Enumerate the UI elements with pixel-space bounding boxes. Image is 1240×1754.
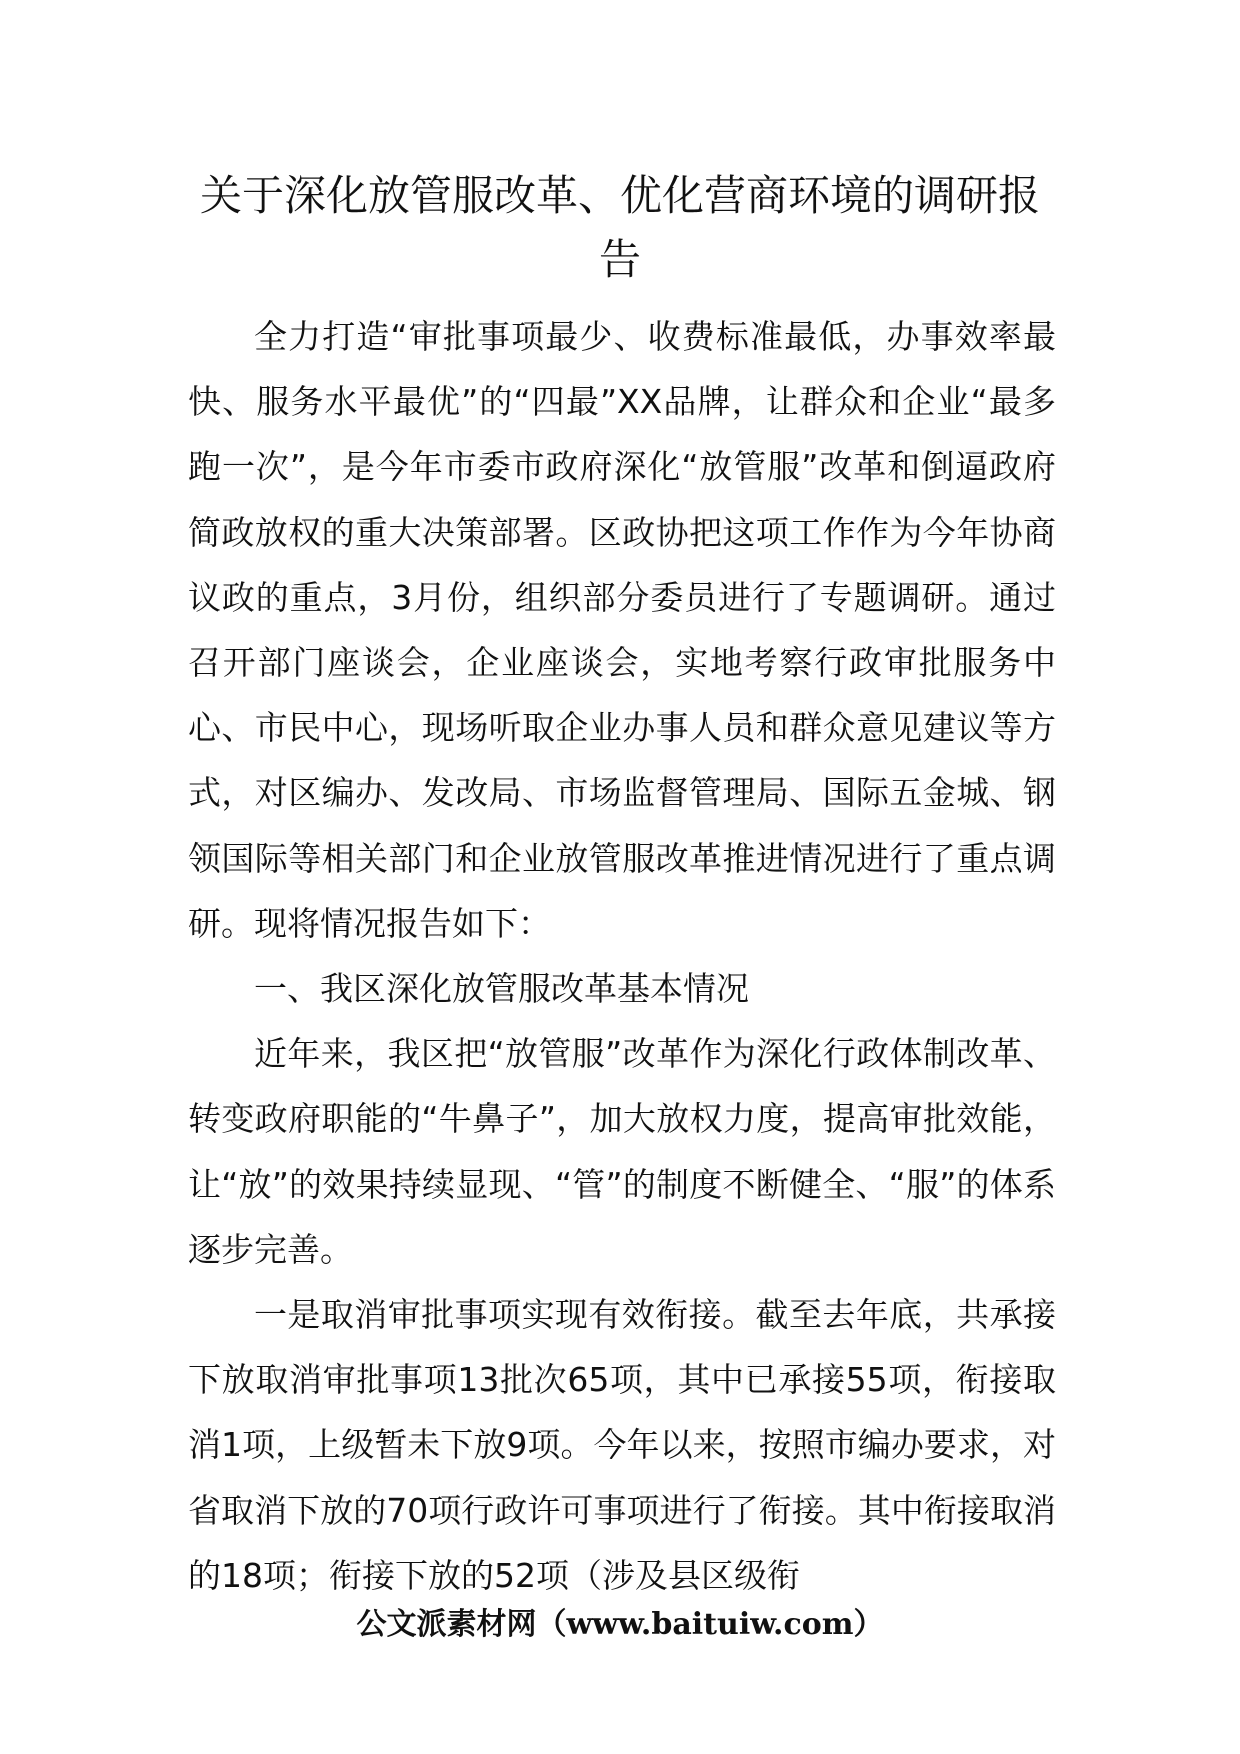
document-title: 关于深化放管服改革、优化营商环境的调研报告: [199, 171, 1040, 284]
paragraph-intro: 全力打造“审批事项最少、收费标准最低，办事效率最快、服务水平最优”的“四最”XX品牌，让群众和企业“最多跑一次”，是今年市委市政府深化“放管服”改革和倒逼政府简政放权的重大决策部署。区政协把这项工作作为今年协商议政的重点，3月份，组织部分委员进行了专题调研。通过召开部门座谈会，企业座谈会，实地考察行政审批服务中心、市民中心，现场听取企业办事人员和群众意见建议等方式，对区编办、发改局、市场监督管理局、国际五金城、钢领国际等相关部门和企业放管服改革推进情况进行了重点调研。现将情况报告如下：: [188, 317, 1056, 943]
section-heading-1: 一、我区深化放管服改革基本情况: [254, 969, 749, 1009]
document-body: [188, 304, 1056, 1608]
footer-watermark-text: 公文派素材网（www.baituiw.com）: [356, 1607, 884, 1642]
paragraph-point-1: 一是取消审批事项实现有效衔接。截至去年底，共承接下放取消审批事项13批次65项，其中已承接55项，衔接取消1项，上级暂未下放9项。今年以来，按照市编办要求，对省取消下放的70项行政许可事项进行了衔接。其中衔接取消的18项；衔接下放的52项（涉及县区级衔: [188, 1295, 1056, 1595]
paragraph-overview: 近年来，我区把“放管服”改革作为深化行政体制改革、转变政府职能的“牛鼻子”，加大放权力度，提高审批效能，让“放”的效果持续显现、“管”的制度不断健全、“服”的体系逐步完善。: [188, 1034, 1056, 1269]
